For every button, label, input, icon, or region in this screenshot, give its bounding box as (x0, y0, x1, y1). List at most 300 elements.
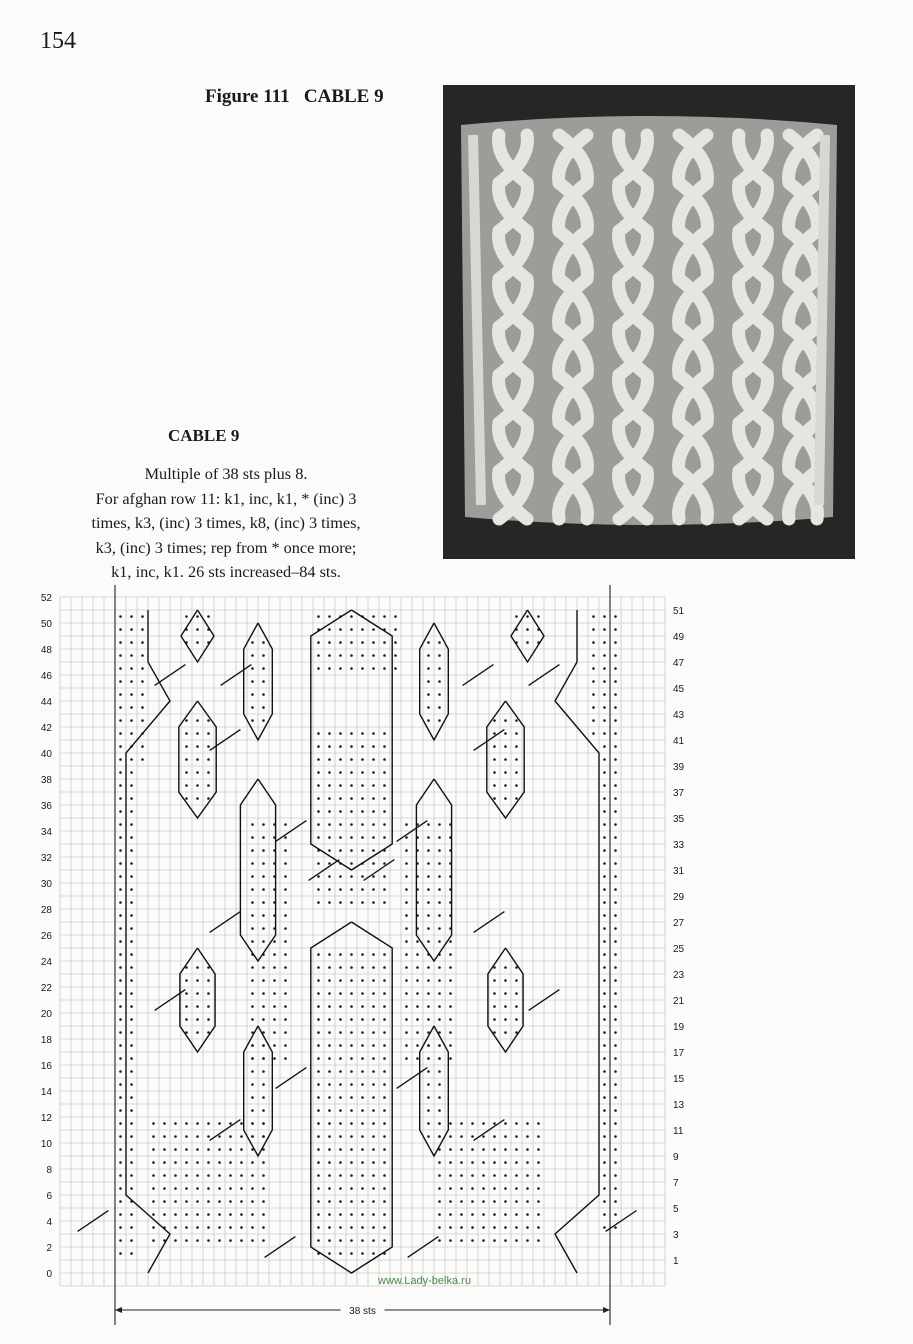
purl-dot (328, 615, 331, 618)
purl-dot (361, 1018, 364, 1021)
purl-dot (196, 1018, 199, 1021)
purl-dot (229, 1239, 232, 1242)
purl-dot (350, 1200, 353, 1203)
purl-dot (350, 1109, 353, 1112)
purl-dot (251, 1096, 254, 1099)
purl-dot (207, 1213, 210, 1216)
purl-dot (603, 953, 606, 956)
purl-dot (383, 758, 386, 761)
row-label-right: 39 (673, 762, 685, 773)
purl-dot (493, 1135, 496, 1138)
purl-dot (350, 1083, 353, 1086)
purl-dot (317, 888, 320, 891)
purl-dot (361, 823, 364, 826)
purl-dot (328, 1213, 331, 1216)
purl-dot (383, 836, 386, 839)
purl-dot (328, 641, 331, 644)
purl-dot (592, 667, 595, 670)
purl-dot (504, 1031, 507, 1034)
purl-dot (119, 992, 122, 995)
purl-dot (471, 1200, 474, 1203)
purl-dot (614, 966, 617, 969)
purl-dot (405, 953, 408, 956)
purl-dot (504, 1239, 507, 1242)
purl-dot (515, 1200, 518, 1203)
purl-dot (537, 615, 540, 618)
purl-dot (251, 1226, 254, 1229)
purl-dot (614, 1174, 617, 1177)
purl-dot (284, 1018, 287, 1021)
purl-dot (504, 732, 507, 735)
purl-dot (185, 784, 188, 787)
row-label-left: 6 (46, 1191, 52, 1202)
purl-dot (251, 1135, 254, 1138)
purl-dot (130, 797, 133, 800)
purl-dot (119, 810, 122, 813)
purl-dot (394, 615, 397, 618)
purl-dot (141, 706, 144, 709)
purl-dot (405, 875, 408, 878)
purl-dot (460, 1226, 463, 1229)
purl-dot (515, 1122, 518, 1125)
purl-dot (328, 628, 331, 631)
purl-dot (130, 979, 133, 982)
purl-dot (350, 667, 353, 670)
purl-dot (438, 1135, 441, 1138)
instruction-line: times, k3, (inc) 3 times, k8, (inc) 3 times, (91, 513, 361, 532)
purl-dot (504, 771, 507, 774)
purl-dot (438, 862, 441, 865)
purl-dot (262, 1239, 265, 1242)
purl-dot (284, 1057, 287, 1060)
purl-dot (240, 1226, 243, 1229)
purl-dot (119, 940, 122, 943)
purl-dot (603, 784, 606, 787)
purl-dot (438, 823, 441, 826)
purl-dot (372, 953, 375, 956)
purl-dot (383, 901, 386, 904)
purl-dot (493, 1200, 496, 1203)
row-label-left: 38 (40, 775, 52, 786)
purl-dot (339, 1226, 342, 1229)
purl-dot (273, 966, 276, 969)
purl-dot (262, 1135, 265, 1138)
purl-dot (273, 1031, 276, 1034)
purl-dot (262, 927, 265, 930)
purl-dot (229, 1161, 232, 1164)
purl-dot (603, 1135, 606, 1138)
purl-dot (273, 940, 276, 943)
purl-dot (427, 1070, 430, 1073)
purl-dot (438, 1096, 441, 1099)
purl-dot (438, 680, 441, 683)
purl-dot (416, 1044, 419, 1047)
purl-dot (427, 979, 430, 982)
purl-dot (328, 1122, 331, 1125)
purl-dot (438, 1122, 441, 1125)
purl-dot (361, 849, 364, 852)
purl-dot (603, 914, 606, 917)
purl-dot (460, 1187, 463, 1190)
purl-dot (229, 1148, 232, 1151)
purl-dot (207, 1226, 210, 1229)
purl-dot (603, 1005, 606, 1008)
purl-dot (416, 940, 419, 943)
purl-dot (141, 693, 144, 696)
row-label-right: 41 (673, 736, 685, 747)
purl-dot (394, 641, 397, 644)
purl-dot (493, 797, 496, 800)
purl-dot (130, 1187, 133, 1190)
purl-dot (361, 628, 364, 631)
purl-dot (350, 641, 353, 644)
purl-dot (185, 1200, 188, 1203)
purl-dot (262, 1187, 265, 1190)
purl-dot (119, 914, 122, 917)
repeat-arrow-left (115, 1307, 122, 1313)
purl-dot (218, 1161, 221, 1164)
purl-dot (207, 719, 210, 722)
purl-dot (372, 875, 375, 878)
purl-dot (438, 836, 441, 839)
purl-dot (339, 732, 342, 735)
purl-dot (383, 1031, 386, 1034)
row-label-left: 10 (40, 1139, 52, 1150)
purl-dot (438, 1200, 441, 1203)
row-label-left: 4 (46, 1217, 52, 1228)
purl-dot (317, 1044, 320, 1047)
purl-dot (405, 862, 408, 865)
purl-dot (317, 1122, 320, 1125)
purl-dot (196, 1226, 199, 1229)
purl-dot (152, 1213, 155, 1216)
purl-dot (515, 1018, 518, 1021)
purl-dot (317, 667, 320, 670)
purl-dot (614, 875, 617, 878)
purl-dot (383, 615, 386, 618)
purl-dot (119, 797, 122, 800)
purl-dot (339, 1057, 342, 1060)
purl-dot (427, 927, 430, 930)
purl-dot (350, 849, 353, 852)
purl-dot (119, 732, 122, 735)
row-label-left: 32 (40, 853, 52, 864)
purl-dot (196, 1031, 199, 1034)
purl-dot (372, 1174, 375, 1177)
purl-dot (592, 732, 595, 735)
row-label-right: 21 (673, 996, 685, 1007)
row-label-right: 9 (673, 1152, 679, 1163)
purl-dot (493, 1018, 496, 1021)
purl-dot (493, 1005, 496, 1008)
purl-dot (339, 1252, 342, 1255)
purl-dot (438, 966, 441, 969)
purl-dot (317, 979, 320, 982)
purl-dot (482, 1122, 485, 1125)
purl-dot (207, 1148, 210, 1151)
purl-dot (603, 1057, 606, 1060)
purl-dot (405, 1057, 408, 1060)
purl-dot (328, 1018, 331, 1021)
purl-dot (262, 875, 265, 878)
purl-dot (405, 888, 408, 891)
purl-dot (372, 1083, 375, 1086)
purl-dot (427, 1135, 430, 1138)
purl-dot (119, 823, 122, 826)
purl-dot (394, 654, 397, 657)
purl-dot (328, 1187, 331, 1190)
purl-dot (361, 1161, 364, 1164)
purl-dot (130, 953, 133, 956)
purl-dot (614, 1148, 617, 1151)
purl-dot (449, 1135, 452, 1138)
purl-dot (372, 797, 375, 800)
purl-dot (328, 888, 331, 891)
purl-dot (317, 797, 320, 800)
purl-dot (394, 667, 397, 670)
purl-dot (405, 849, 408, 852)
purl-dot (284, 901, 287, 904)
section-title: CABLE 9 (168, 426, 240, 445)
purl-dot (350, 979, 353, 982)
purl-dot (614, 953, 617, 956)
purl-dot (196, 628, 199, 631)
purl-dot (383, 810, 386, 813)
purl-dot (141, 654, 144, 657)
knitted-swatch-photo (443, 85, 855, 559)
purl-dot (251, 901, 254, 904)
purl-dot (262, 849, 265, 852)
purl-dot (471, 1174, 474, 1177)
purl-dot (317, 1070, 320, 1073)
purl-dot (130, 927, 133, 930)
row-label-left: 26 (40, 931, 52, 942)
purl-dot (251, 862, 254, 865)
purl-dot (526, 1187, 529, 1190)
purl-dot (504, 1200, 507, 1203)
row-label-left: 12 (40, 1113, 52, 1124)
purl-dot (163, 1213, 166, 1216)
row-label-right: 49 (673, 632, 685, 643)
purl-dot (207, 615, 210, 618)
purl-dot (339, 823, 342, 826)
purl-dot (141, 680, 144, 683)
purl-dot (251, 1044, 254, 1047)
purl-dot (350, 966, 353, 969)
purl-dot (504, 1174, 507, 1177)
purl-dot (460, 1239, 463, 1242)
purl-dot (185, 992, 188, 995)
purl-dot (405, 901, 408, 904)
purl-dot (317, 1239, 320, 1242)
purl-dot (603, 628, 606, 631)
purl-dot (383, 654, 386, 657)
purl-dot (196, 758, 199, 761)
purl-dot (196, 979, 199, 982)
purl-dot (372, 1018, 375, 1021)
purl-dot (614, 849, 617, 852)
purl-dot (438, 927, 441, 930)
purl-dot (317, 1213, 320, 1216)
purl-dot (339, 1018, 342, 1021)
purl-dot (361, 1031, 364, 1034)
purl-dot (515, 1174, 518, 1177)
purl-dot (328, 654, 331, 657)
purl-dot (251, 1070, 254, 1073)
purl-dot (130, 1096, 133, 1099)
purl-dot (603, 966, 606, 969)
purl-dot (130, 732, 133, 735)
purl-dot (427, 914, 430, 917)
purl-dot (350, 1018, 353, 1021)
purl-dot (515, 1187, 518, 1190)
purl-dot (185, 771, 188, 774)
purl-dot (372, 745, 375, 748)
figure-title: Figure 111 CABLE 9 (205, 86, 384, 107)
row-label-left: 14 (40, 1087, 52, 1098)
row-label-left: 48 (40, 645, 52, 656)
purl-dot (119, 680, 122, 683)
purl-dot (119, 745, 122, 748)
purl-dot (438, 1161, 441, 1164)
purl-dot (196, 1239, 199, 1242)
purl-dot (119, 1239, 122, 1242)
purl-dot (273, 1005, 276, 1008)
purl-dot (603, 1187, 606, 1190)
purl-dot (196, 1174, 199, 1177)
purl-dot (119, 1018, 122, 1021)
purl-dot (196, 1005, 199, 1008)
purl-dot (207, 1122, 210, 1125)
purl-dot (152, 1135, 155, 1138)
row-label-left: 20 (40, 1009, 52, 1020)
purl-dot (130, 1018, 133, 1021)
purl-dot (119, 966, 122, 969)
purl-dot (317, 1200, 320, 1203)
purl-dot (603, 693, 606, 696)
purl-dot (284, 823, 287, 826)
purl-dot (174, 1135, 177, 1138)
purl-dot (339, 667, 342, 670)
purl-dot (350, 1161, 353, 1164)
row-label-right: 19 (673, 1022, 685, 1033)
purl-dot (438, 1109, 441, 1112)
purl-dot (174, 1122, 177, 1125)
purl-dot (119, 719, 122, 722)
purl-dot (328, 1005, 331, 1008)
purl-dot (526, 641, 529, 644)
purl-dot (207, 758, 210, 761)
purl-dot (460, 1122, 463, 1125)
purl-dot (141, 667, 144, 670)
purl-dot (493, 1161, 496, 1164)
purl-dot (130, 680, 133, 683)
purl-dot (185, 719, 188, 722)
purl-dot (383, 1044, 386, 1047)
purl-dot (537, 1187, 540, 1190)
purl-dot (438, 1044, 441, 1047)
purl-dot (515, 992, 518, 995)
purl-dot (427, 888, 430, 891)
purl-dot (603, 927, 606, 930)
purl-dot (361, 1252, 364, 1255)
row-label-right: 47 (673, 658, 685, 669)
purl-dot (603, 680, 606, 683)
purl-dot (372, 784, 375, 787)
purl-dot (449, 953, 452, 956)
purl-dot (119, 1174, 122, 1177)
purl-dot (229, 1213, 232, 1216)
purl-dot (361, 979, 364, 982)
purl-dot (614, 1109, 617, 1112)
purl-dot (361, 1148, 364, 1151)
purl-dot (482, 1200, 485, 1203)
purl-dot (493, 784, 496, 787)
purl-dot (328, 1226, 331, 1229)
purl-dot (383, 1096, 386, 1099)
purl-dot (383, 823, 386, 826)
purl-dot (427, 654, 430, 657)
purl-dot (405, 823, 408, 826)
purl-dot (218, 1148, 221, 1151)
purl-dot (229, 1187, 232, 1190)
purl-dot (515, 1148, 518, 1151)
purl-dot (416, 1005, 419, 1008)
purl-dot (207, 1187, 210, 1190)
purl-dot (603, 771, 606, 774)
purl-dot (372, 862, 375, 865)
row-label-left: 34 (40, 827, 52, 838)
purl-dot (119, 784, 122, 787)
row-label-left: 28 (40, 905, 52, 916)
purl-dot (251, 966, 254, 969)
purl-dot (504, 1148, 507, 1151)
purl-dot (372, 979, 375, 982)
row-label-right: 29 (673, 892, 685, 903)
row-label-left: 2 (46, 1243, 52, 1254)
purl-dot (493, 1174, 496, 1177)
purl-dot (383, 1070, 386, 1073)
purl-dot (328, 979, 331, 982)
purl-dot (427, 667, 430, 670)
purl-dot (383, 784, 386, 787)
purl-dot (350, 810, 353, 813)
purl-dot (372, 1213, 375, 1216)
purl-dot (196, 745, 199, 748)
purl-dot (372, 1109, 375, 1112)
purl-dot (185, 732, 188, 735)
purl-dot (438, 888, 441, 891)
purl-dot (361, 641, 364, 644)
row-label-right: 43 (673, 710, 685, 721)
purl-dot (460, 1148, 463, 1151)
purl-dot (119, 927, 122, 930)
purl-dot (504, 1018, 507, 1021)
purl-dot (339, 628, 342, 631)
purl-dot (383, 641, 386, 644)
purl-dot (251, 641, 254, 644)
row-label-left: 8 (46, 1165, 52, 1176)
row-label-left: 44 (40, 697, 52, 708)
purl-dot (405, 1031, 408, 1034)
purl-dot (141, 758, 144, 761)
purl-dot (350, 1057, 353, 1060)
purl-dot (317, 810, 320, 813)
purl-dot (372, 836, 375, 839)
purl-dot (471, 1239, 474, 1242)
purl-dot (603, 875, 606, 878)
purl-dot (449, 1239, 452, 1242)
